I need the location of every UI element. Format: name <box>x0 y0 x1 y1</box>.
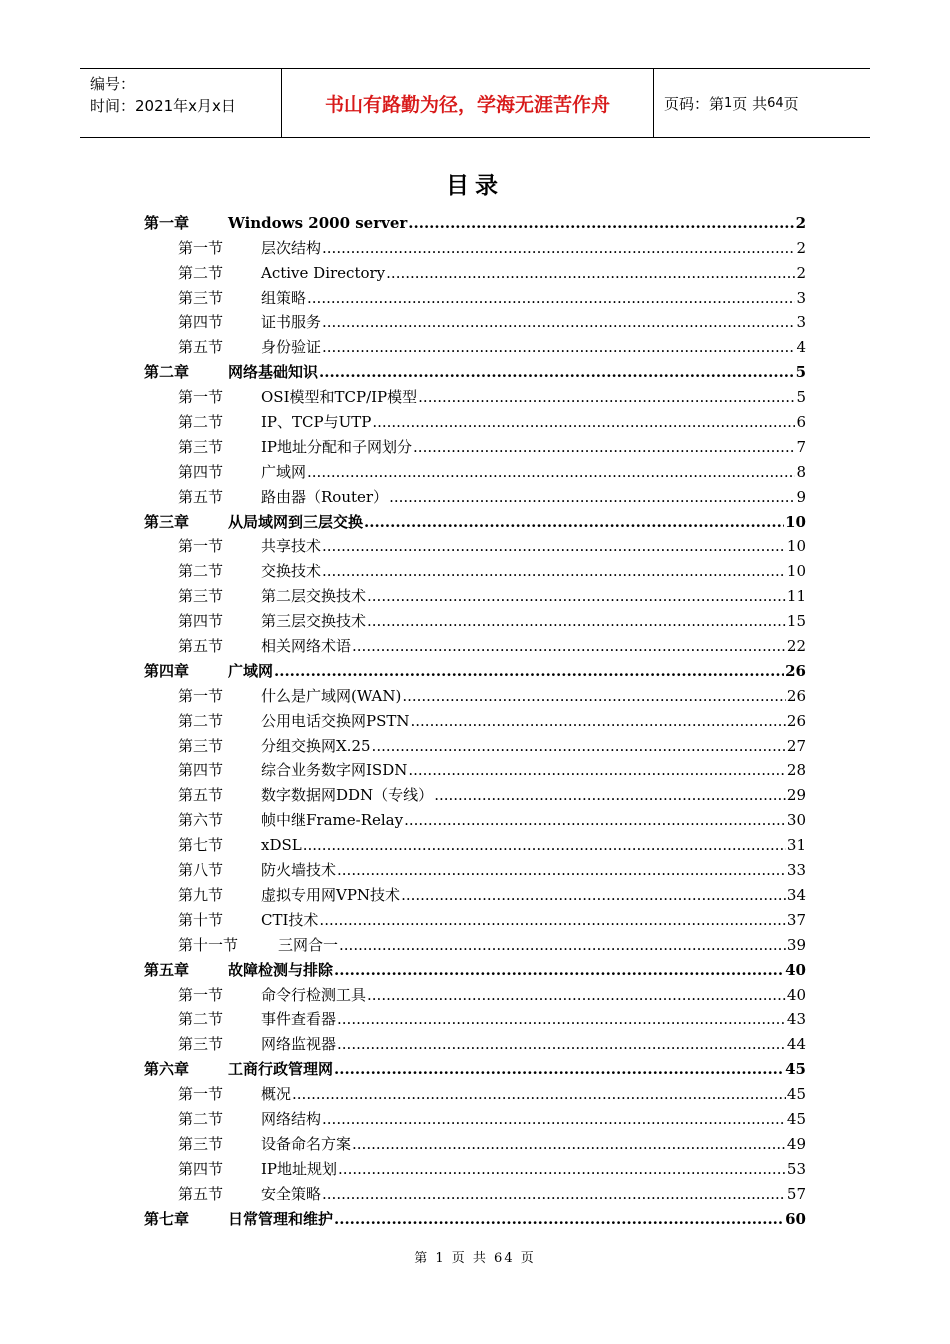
toc-chapter-entry[interactable] <box>144 1054 806 1079</box>
toc-leader-dots <box>307 288 795 308</box>
toc-chapter-entry[interactable] <box>144 955 806 980</box>
toc-entry-number: 第二节 <box>178 263 224 282</box>
toc-entry-number: 第二节 <box>178 413 224 432</box>
toc-entry-number: 第五节 <box>178 338 224 357</box>
toc-entry-page: 6 <box>796 413 806 432</box>
toc-entry-title: 设备命名方案 <box>261 1134 352 1153</box>
toc-section-entry[interactable] <box>144 1154 806 1179</box>
toc-entry-title: 层次结构 <box>261 238 322 257</box>
toc-entry-title: 三网合一 <box>278 935 339 954</box>
toc-entry-page: 22 <box>786 637 806 656</box>
toc-leader-dots <box>411 711 786 731</box>
toc-entry-page: 44 <box>786 1035 806 1054</box>
toc-entry-page: 5 <box>796 388 806 407</box>
toc-leader-dots <box>386 263 795 283</box>
toc-entry-page: 11 <box>786 587 806 606</box>
toc-entry-page: 4 <box>796 338 806 357</box>
toc-entry-page: 43 <box>786 1010 806 1029</box>
toc-entry-title: 命令行检测工具 <box>261 985 367 1004</box>
toc-entry-page: 26 <box>786 711 806 730</box>
toc-entry-title: 虚拟专用网VPN技术 <box>261 885 401 904</box>
toc-entry-number: 第一节 <box>178 1085 224 1104</box>
page-current: 1 <box>724 95 733 111</box>
toc-entry-page: 53 <box>786 1159 806 1178</box>
toc-section-entry[interactable] <box>144 905 806 930</box>
toc-section-entry[interactable] <box>144 805 806 830</box>
toc-entry-number: 第二节 <box>178 711 224 730</box>
toc-chapter-entry[interactable] <box>144 1204 806 1229</box>
toc-entry-number: 第一章 <box>144 213 190 232</box>
toc-entry-page: 2 <box>796 238 806 257</box>
toc-entry-title: 身份验证 <box>261 338 322 357</box>
toc-leader-dots <box>372 736 786 756</box>
toc-entry-number: 第一节 <box>178 686 224 705</box>
page-header <box>80 68 870 138</box>
toc-entry-number: 第一节 <box>178 985 224 1004</box>
toc-leader-dots <box>367 611 786 631</box>
toc-leader-dots <box>274 661 784 681</box>
toc-entry-page: 29 <box>786 786 806 805</box>
toc-entry-title: 分组交换网X.25 <box>261 736 371 755</box>
toc-entry-page: 39 <box>786 935 806 954</box>
toc-entry-page: 15 <box>786 612 806 631</box>
toc-entry-title: IP地址分配和子网划分 <box>261 437 413 456</box>
toc-entry-page: 37 <box>786 910 806 929</box>
toc-leader-dots <box>404 810 786 830</box>
toc-entry-title: Windows 2000 server <box>228 213 408 232</box>
toc-entry-title: xDSL <box>261 836 302 855</box>
toc-entry-number: 第三节 <box>178 1035 224 1054</box>
toc-entry-number: 第三节 <box>178 736 224 755</box>
toc-entry-number: 第二章 <box>144 363 190 382</box>
toc-entry-page: 49 <box>786 1134 806 1153</box>
toc-entry-number: 第四节 <box>178 462 224 481</box>
toc-section-entry[interactable] <box>144 482 806 507</box>
toc-section-entry[interactable] <box>144 332 806 357</box>
toc-entry-title: 从局域网到三层交换 <box>228 512 364 531</box>
toc-entry-title: 相关网络术语 <box>261 637 352 656</box>
toc-leader-dots <box>352 1134 786 1154</box>
toc-entry-title: 综合业务数字网ISDN <box>261 761 408 780</box>
toc-leader-dots <box>389 487 795 507</box>
toc-entry-number: 第三节 <box>178 587 224 606</box>
toc-section-entry[interactable] <box>144 1005 806 1030</box>
toc-entry-number: 第八节 <box>178 861 224 880</box>
toc-entry-number: 第三章 <box>144 512 190 531</box>
toc-entry-number: 第四节 <box>178 1159 224 1178</box>
toc-leader-dots <box>303 835 786 855</box>
toc-leader-dots <box>364 512 784 532</box>
toc-section-entry[interactable] <box>144 556 806 581</box>
toc-leader-dots <box>434 785 786 805</box>
toc-section-entry[interactable] <box>144 731 806 756</box>
toc-entry-title: 证书服务 <box>261 313 322 332</box>
toc-title: 目录 <box>446 173 504 199</box>
toc-entry-title: 事件查看器 <box>261 1010 337 1029</box>
toc-section-entry[interactable] <box>144 855 806 880</box>
toc-section-entry[interactable] <box>144 980 806 1005</box>
toc-entry-title: 网络结构 <box>261 1109 322 1128</box>
toc-section-entry[interactable] <box>144 382 806 407</box>
toc-section-entry[interactable] <box>144 880 806 905</box>
toc-entry-number: 第二节 <box>178 562 224 581</box>
toc-entry-number: 第十节 <box>178 910 224 929</box>
toc-entry-title: IP、TCP与UTP <box>261 413 372 432</box>
toc-leader-dots <box>322 238 795 258</box>
toc-chapter-entry[interactable] <box>144 208 806 233</box>
toc-entry-number: 第九节 <box>178 885 224 904</box>
toc-leader-dots <box>334 1059 784 1079</box>
toc-entry-page: 30 <box>786 811 806 830</box>
toc-chapter-entry[interactable] <box>144 357 806 382</box>
toc-leader-dots <box>334 1209 784 1229</box>
toc-entry-title: 共享技术 <box>261 537 322 556</box>
toc-entry-title: 公用电话交换网PSTN <box>261 711 410 730</box>
toc-entry-title: 广域网 <box>261 462 307 481</box>
toc-section-entry[interactable] <box>144 930 806 955</box>
toc-entry-title: OSI模型和TCP/IP模型 <box>261 388 418 407</box>
toc-section-entry[interactable] <box>144 457 806 482</box>
toc-chapter-entry[interactable] <box>144 507 806 532</box>
toc-entry-number: 第四章 <box>144 661 190 680</box>
toc-entry-title: 工商行政管理网 <box>228 1060 334 1079</box>
toc-entry-number: 第四节 <box>178 612 224 631</box>
toc-entry-title: 安全策略 <box>261 1184 322 1203</box>
toc-entry-title: 什么是广域网(WAN) <box>261 686 402 705</box>
toc-section-entry[interactable] <box>144 706 806 731</box>
toc-entry-title: 数字数据网DDN（专线） <box>261 786 434 805</box>
toc-entry-title: 故障检测与排除 <box>228 960 334 979</box>
toc-entry-page: 2 <box>795 213 806 232</box>
toc-leader-dots <box>319 910 785 930</box>
toc-section-entry[interactable] <box>144 830 806 855</box>
toc-section-entry[interactable] <box>144 258 806 283</box>
toc-entry-page: 34 <box>786 885 806 904</box>
toc-entry-page: 40 <box>785 960 806 979</box>
toc-entry-page: 10 <box>785 512 806 531</box>
toc-entry-number: 第二节 <box>178 1109 224 1128</box>
page-mid: 页 共 <box>732 94 768 113</box>
toc-entry-page: 7 <box>796 437 806 456</box>
toc-leader-dots <box>339 935 786 955</box>
page-prefix: 页码：第 <box>664 94 725 113</box>
toc-leader-dots <box>322 312 795 332</box>
toc-section-entry[interactable] <box>144 1079 806 1104</box>
toc-entry-page: 26 <box>786 686 806 705</box>
toc-entry-number: 第三节 <box>178 288 224 307</box>
toc-entry-page: 3 <box>796 313 806 332</box>
toc-entry-title: CTI技术 <box>261 910 319 929</box>
toc-section-entry[interactable] <box>144 532 806 557</box>
toc-chapter-entry[interactable] <box>144 656 806 681</box>
toc-section-entry[interactable] <box>144 407 806 432</box>
toc-leader-dots <box>413 437 795 457</box>
toc-leader-dots <box>322 337 795 357</box>
toc-entry-page: 45 <box>785 1060 806 1079</box>
toc-section-entry[interactable] <box>144 780 806 805</box>
toc-entry-title: 交换技术 <box>261 562 322 581</box>
toc-entry-title: 第二层交换技术 <box>261 587 367 606</box>
toc-leader-dots <box>337 1009 786 1029</box>
toc-leader-dots <box>337 860 786 880</box>
toc-leader-dots <box>322 1184 786 1204</box>
toc-leader-dots <box>372 412 795 432</box>
toc-entry-page: 40 <box>786 985 806 1004</box>
toc-leader-dots <box>418 387 795 407</box>
toc-entry-page: 2 <box>796 263 806 282</box>
toc-leader-dots <box>319 362 795 382</box>
toc-leader-dots <box>367 586 786 606</box>
toc-section-entry[interactable] <box>144 1129 806 1154</box>
toc-entry-page: 10 <box>786 562 806 581</box>
toc-entry-title: 网络监视器 <box>261 1035 337 1054</box>
toc-entry-title: Active Directory <box>261 263 386 282</box>
toc-entry-page: 33 <box>786 861 806 880</box>
toc-entry-title: 帧中继Frame-Relay <box>261 811 404 830</box>
toc-leader-dots <box>402 686 786 706</box>
toc-entry-number: 第十一节 <box>178 935 239 954</box>
toc-leader-dots <box>367 985 786 1005</box>
toc-entry-number: 第三节 <box>178 1134 224 1153</box>
toc-entry-number: 第五节 <box>178 637 224 656</box>
toc-section-entry[interactable] <box>144 283 806 308</box>
toc-entry-page: 57 <box>786 1184 806 1203</box>
toc-leader-dots <box>322 1109 786 1129</box>
toc-entry-title: 概况 <box>261 1085 292 1104</box>
toc-section-entry[interactable] <box>144 233 806 258</box>
toc-entry-number: 第六章 <box>144 1060 190 1079</box>
toc-entry-title: 日常管理和维护 <box>228 1209 334 1228</box>
toc-leader-dots <box>322 536 786 556</box>
toc-leader-dots <box>401 885 786 905</box>
toc-entry-number: 第六节 <box>178 811 224 830</box>
toc-section-entry[interactable] <box>144 1179 806 1204</box>
toc-entry-title: 网络基础知识 <box>228 363 319 382</box>
toc-leader-dots <box>334 960 784 980</box>
toc-entry-page: 60 <box>785 1209 806 1228</box>
toc-entry-page: 5 <box>795 363 806 382</box>
page-total: 64 <box>767 95 784 111</box>
toc-entry-number: 第五章 <box>144 960 190 979</box>
toc-section-entry[interactable] <box>144 631 806 656</box>
toc-leader-dots <box>338 1159 786 1179</box>
toc-entry-title: 路由器（Router） <box>261 487 389 506</box>
toc-section-entry[interactable] <box>144 1104 806 1129</box>
toc-section-entry[interactable] <box>144 1029 806 1054</box>
toc-entry-title: 防火墙技术 <box>261 861 337 880</box>
toc-entry-number: 第四节 <box>178 313 224 332</box>
toc-entry-title: 第三层交换技术 <box>261 612 367 631</box>
toc-entry-number: 第三节 <box>178 437 224 456</box>
toc-leader-dots <box>408 760 786 780</box>
document-time-label: 时间：2021年x月x日 <box>90 97 236 115</box>
toc-entry-title: IP地址规划 <box>261 1159 338 1178</box>
page-footer: 第 1 页 共 64 页 <box>414 1251 536 1266</box>
toc-entry-number: 第七节 <box>178 836 224 855</box>
document-number-label: 编号： <box>90 75 136 93</box>
toc-entry-number: 第七章 <box>144 1209 190 1228</box>
toc-section-entry[interactable] <box>144 681 806 706</box>
toc-entry-page: 27 <box>786 736 806 755</box>
toc-leader-dots <box>352 636 786 656</box>
toc-entry-title: 组策略 <box>261 288 307 307</box>
toc-entry-number: 第一节 <box>178 537 224 556</box>
toc-entry-number: 第四节 <box>178 761 224 780</box>
toc-entry-title: 广域网 <box>228 661 274 680</box>
toc-entry-number: 第一节 <box>178 238 224 257</box>
header-meta <box>80 69 282 137</box>
toc-section-entry[interactable] <box>144 581 806 606</box>
toc-leader-dots <box>307 462 795 482</box>
toc-entry-number: 第五节 <box>178 1184 224 1203</box>
toc-entry-page: 8 <box>796 462 806 481</box>
toc-leader-dots <box>322 561 786 581</box>
toc-leader-dots <box>408 213 794 233</box>
toc-entry-number: 第五节 <box>178 786 224 805</box>
toc-entry-number: 第一节 <box>178 388 224 407</box>
toc-entry-number: 第二节 <box>178 1010 224 1029</box>
toc-entry-page: 10 <box>786 537 806 556</box>
header-page-info <box>654 69 870 137</box>
toc-section-entry[interactable] <box>144 606 806 631</box>
toc-leader-dots <box>337 1034 786 1054</box>
toc-entry-page: 45 <box>786 1085 806 1104</box>
toc-section-entry[interactable] <box>144 756 806 781</box>
table-of-contents <box>144 208 806 1229</box>
toc-section-entry[interactable] <box>144 308 806 333</box>
page-suffix: 页 <box>783 94 799 113</box>
toc-leader-dots <box>292 1084 786 1104</box>
toc-entry-number: 第五节 <box>178 487 224 506</box>
header-motto: 书山有路勤为径，学海无涯苦作舟 <box>282 69 654 137</box>
toc-entry-page: 26 <box>785 661 806 680</box>
toc-entry-page: 45 <box>786 1109 806 1128</box>
toc-entry-page: 9 <box>796 487 806 506</box>
toc-entry-page: 3 <box>796 288 806 307</box>
toc-section-entry[interactable] <box>144 432 806 457</box>
toc-entry-page: 31 <box>786 836 806 855</box>
toc-entry-page: 28 <box>786 761 806 780</box>
